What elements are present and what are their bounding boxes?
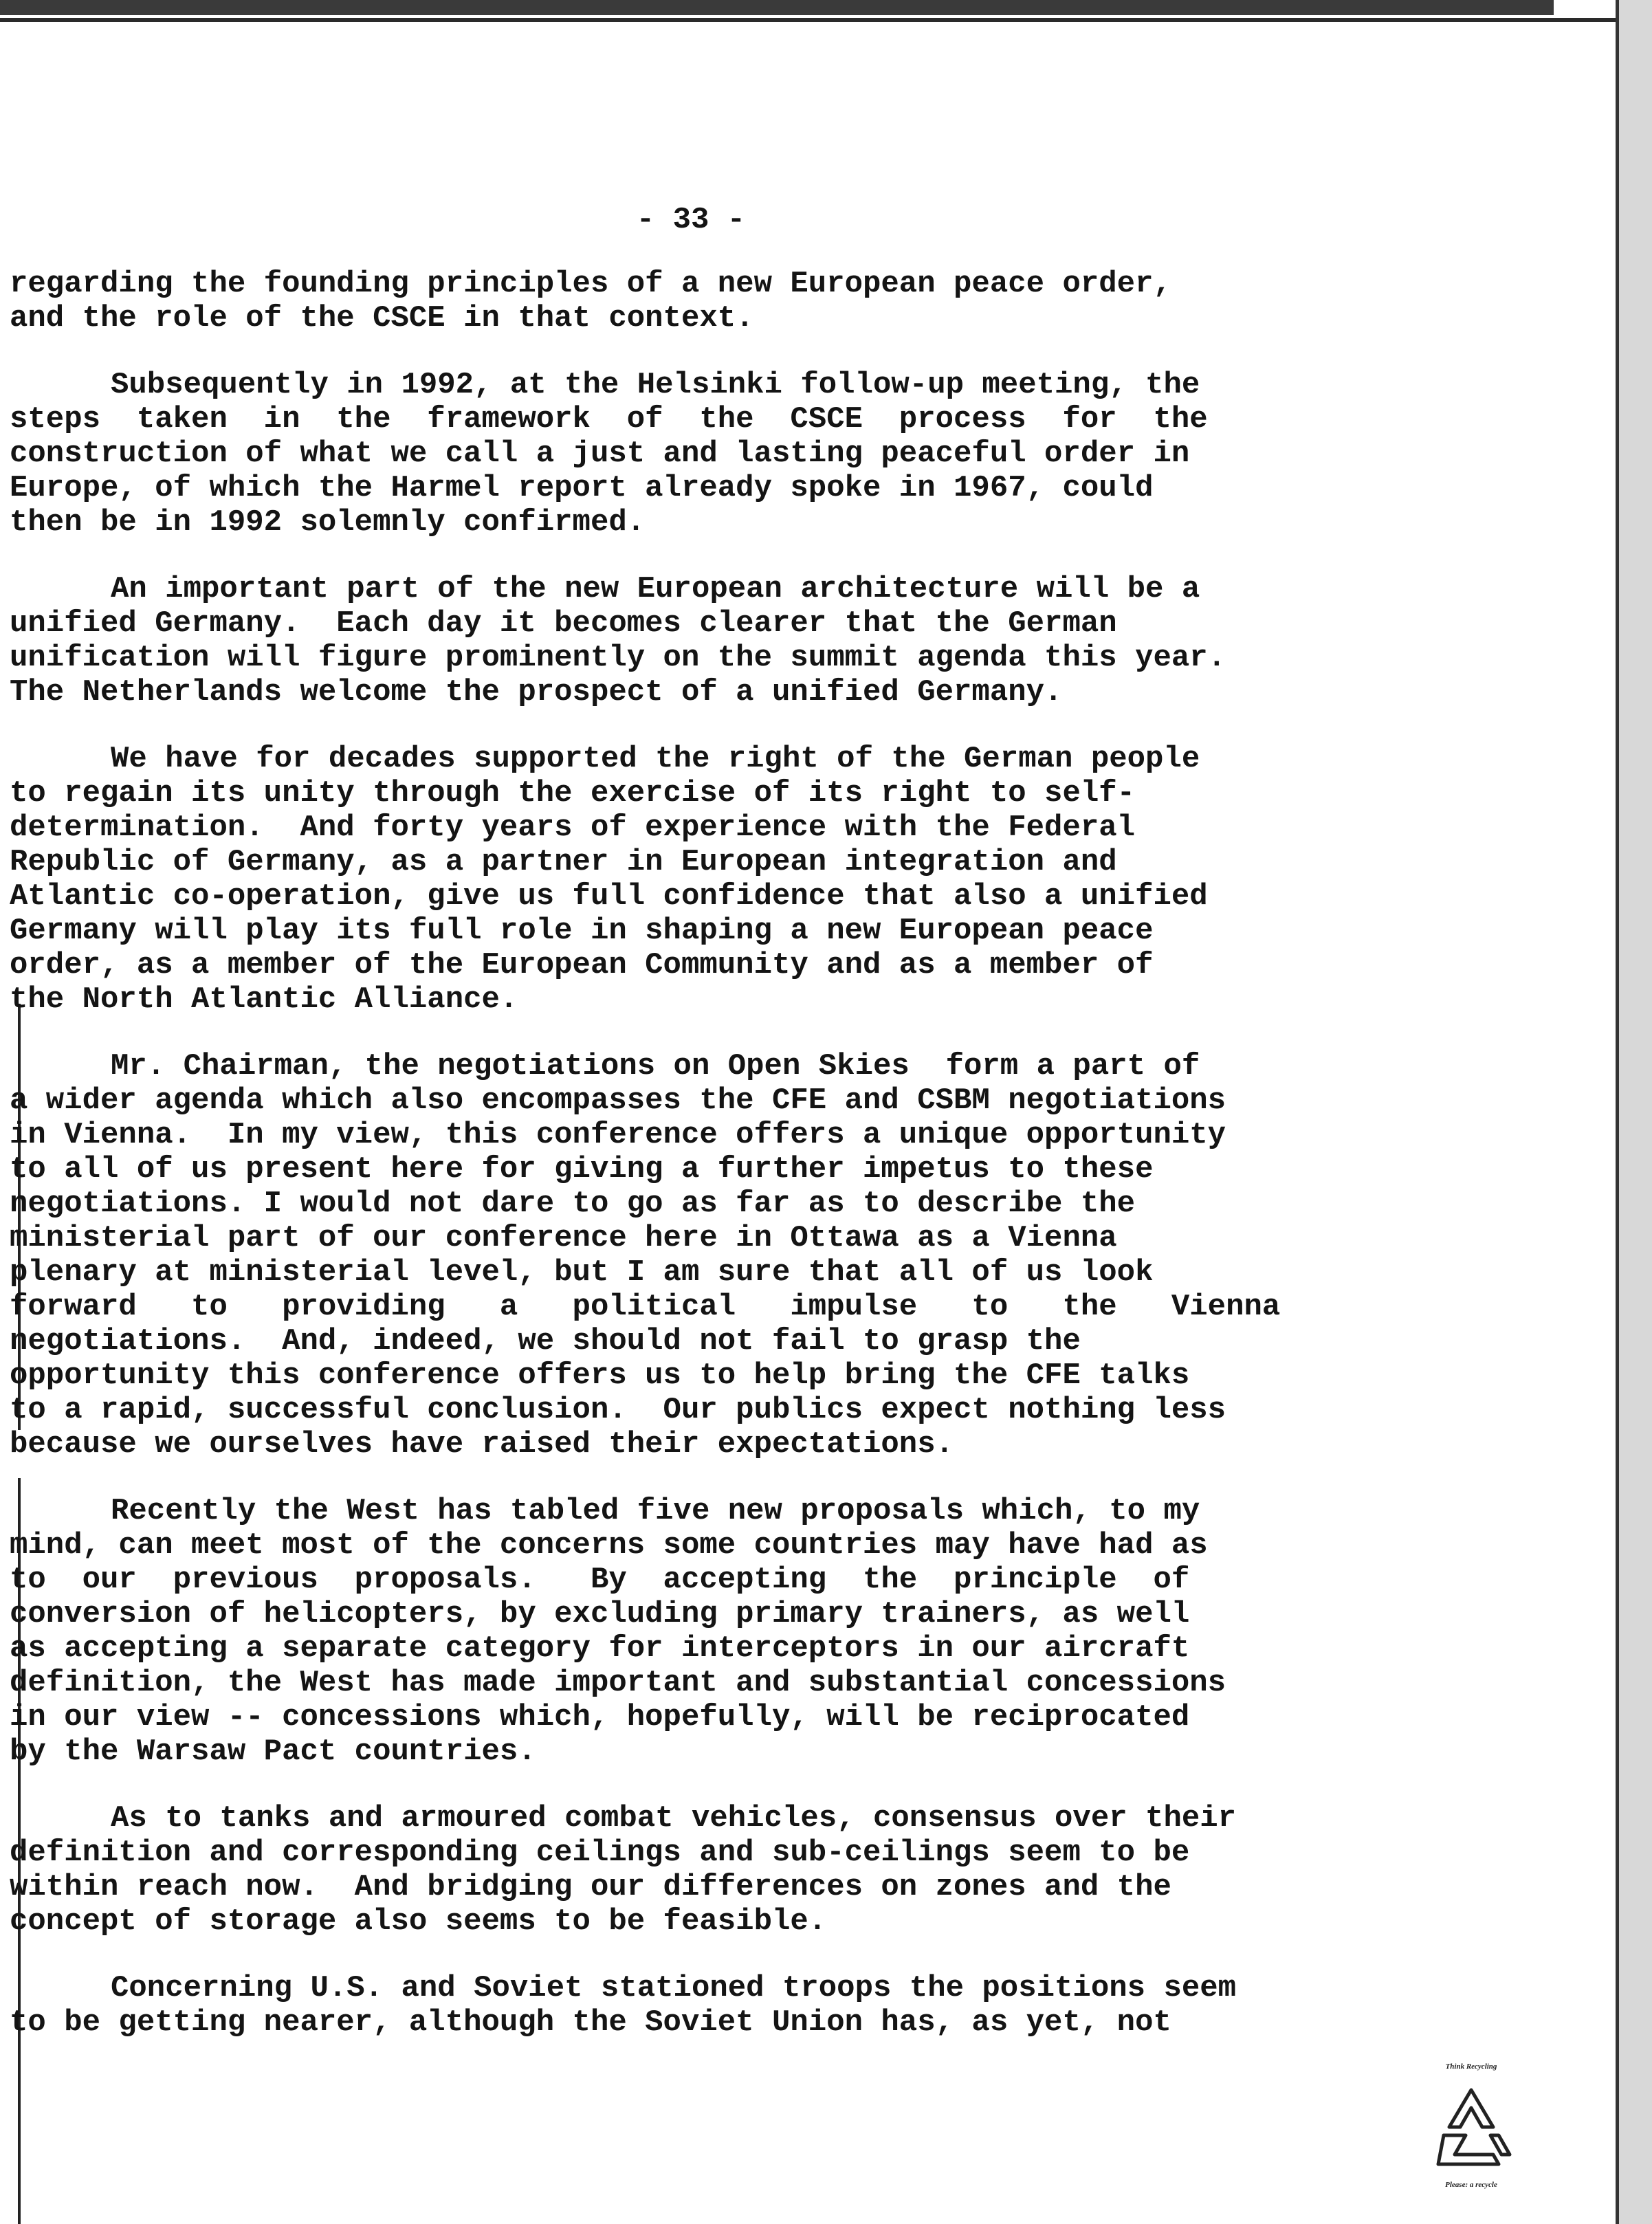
paragraph [10, 742, 1336, 1017]
paragraph [10, 1494, 1336, 1769]
text-line: Concerning U.S. and Soviet stationed troops the positions seem [111, 1971, 1237, 2005]
text-line: definition and corresponding ceilings and sub-ceilings seem to be [10, 1836, 1190, 1870]
paragraph [10, 1049, 1336, 1462]
text-line: forward to providing a political impulse to the Vienna [10, 1290, 1281, 1324]
text-line: to a rapid, successful conclusion. Our publics expect nothing less [10, 1393, 1226, 1427]
text-line: negotiations. I would not dare to go as far as to describe the [10, 1187, 1136, 1221]
text-line: Atlantic co-operation, give us full confidence that also a unified [10, 879, 1208, 914]
recycle-logo [1416, 2062, 1526, 2193]
text-line: Subsequently in 1992, at the Helsinki follow-up meeting, the [111, 368, 1200, 402]
paragraph [10, 1801, 1336, 1939]
text-line: Republic of Germany, as a partner in European integration and [10, 845, 1117, 879]
text-line: Europe, of which the Harmel report already spoke in 1967, could [10, 471, 1154, 505]
recycle-icon [1416, 2078, 1526, 2181]
text-line: within reach now. And bridging our differences on zones and the [10, 1870, 1171, 1904]
text-line: unified Germany. Each day it becomes clearer that the German [10, 606, 1117, 641]
scan-top-shadow [0, 0, 1554, 15]
text-line: definition, the West has made important and substantial concessions [10, 1666, 1226, 1700]
text-line: construction of what we call a just and lasting peaceful order in [10, 437, 1190, 471]
text-line: opportunity this conference offers us to help bring the CFE talks [10, 1358, 1190, 1393]
text-line: mind, can meet most of the concerns some countries may have had as [10, 1528, 1208, 1563]
text-line: Recently the West has tabled five new proposals which, to my [111, 1494, 1200, 1528]
text-line: by the Warsaw Pact countries. [10, 1735, 536, 1769]
page-number: - 33 - [636, 203, 746, 237]
text-line: Mr. Chairman, the negotiations on Open Skies form a part of [111, 1049, 1200, 1083]
text-line: determination. And forty years of experience with the Federal [10, 811, 1136, 845]
text-line: a wider agenda which also encompasses the CFE and CSBM negotiations [10, 1083, 1226, 1118]
paragraph [10, 572, 1336, 709]
paragraph [10, 267, 1336, 335]
text-line: order, as a member of the European Community and as a member of [10, 948, 1154, 982]
paragraph [10, 368, 1336, 540]
document-body [10, 267, 1336, 2072]
text-line: steps taken in the framework of the CSCE process for the [10, 402, 1208, 437]
text-line: to be getting nearer, although the Soviet Union has, as yet, not [10, 2005, 1171, 2040]
text-line: plenary at ministerial level, but I am sure that all of us look [10, 1255, 1154, 1290]
text-line: The Netherlands welcome the prospect of a unified Germany. [10, 675, 1063, 709]
text-line: in our view -- concessions which, hopefully, will be reciprocated [10, 1700, 1190, 1735]
text-line: the North Atlantic Alliance. [10, 982, 518, 1017]
text-line: conversion of helicopters, by excluding primary trainers, as well [10, 1597, 1190, 1631]
text-line: ministerial part of our conference here in Ottawa as a Vienna [10, 1221, 1117, 1255]
scan-right-edge [1616, 0, 1652, 2224]
text-line: unification will figure prominently on the summit agenda this year. [10, 641, 1226, 675]
text-line: because we ourselves have raised their expectations. [10, 1427, 954, 1462]
text-line: negotiations. And, indeed, we should not fail to grasp the [10, 1324, 1081, 1358]
text-line: Germany will play its full role in shaping a new European peace [10, 914, 1154, 948]
recycle-caption-top: Think Recycling [1445, 2062, 1497, 2071]
text-line: to our previous proposals. By accepting the principle of [10, 1563, 1190, 1597]
text-line: and the role of the CSCE in that context. [10, 301, 754, 335]
text-line: to regain its unity through the exercise of its right to self- [10, 776, 1136, 811]
text-line: then be in 1992 solemnly confirmed. [10, 505, 646, 540]
text-line: We have for decades supported the right of the German people [111, 742, 1200, 776]
recycle-caption-bottom: Please: a recycle [1445, 2181, 1497, 2189]
text-line: As to tanks and armoured combat vehicles, consensus over their [111, 1801, 1237, 1836]
text-line: An important part of the new European architecture will be a [111, 572, 1200, 606]
text-line: concept of storage also seems to be feasible. [10, 1904, 827, 1939]
text-line: as accepting a separate category for interceptors in our aircraft [10, 1631, 1190, 1666]
text-line: regarding the founding principles of a new European peace order, [10, 267, 1171, 301]
text-line: in Vienna. In my view, this conference offers a unique opportunity [10, 1118, 1226, 1152]
paragraph [10, 1971, 1336, 2040]
text-line: to all of us present here for giving a further impetus to these [10, 1152, 1154, 1187]
scan-top-edge [0, 0, 1652, 22]
